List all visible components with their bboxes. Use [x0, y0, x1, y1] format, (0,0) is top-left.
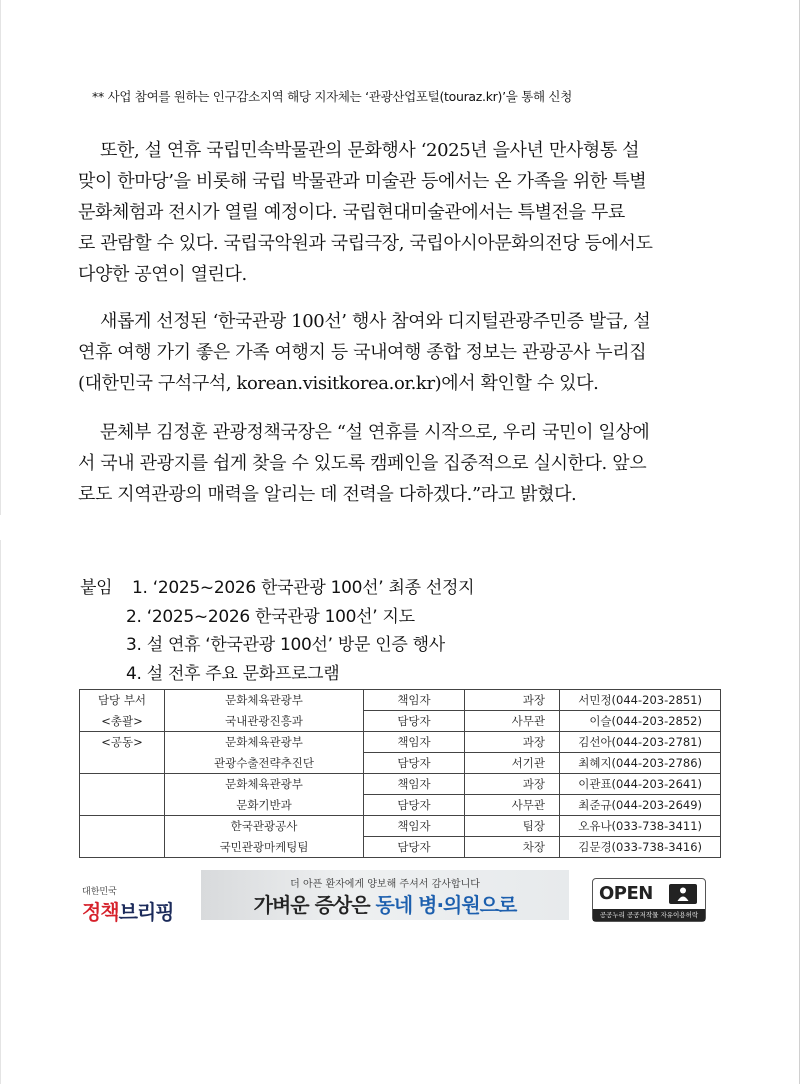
- attachment-row: [80, 631, 474, 660]
- table-row: [80, 732, 721, 753]
- attachment-row: [80, 660, 474, 689]
- org-cell: 문화체육관광부: [165, 732, 364, 753]
- table-row: [80, 837, 721, 858]
- paragraph-line: (대한민국 구석구석, korean.visitkorea.or.kr)에서 확인할 수 있다.: [78, 373, 599, 394]
- dept-cell: [80, 753, 165, 774]
- dept-cell: [80, 774, 165, 795]
- attachment-item: 4. 설 전후 주요 문화프로그램: [126, 663, 340, 684]
- attachment-item: 1. ‘2025~2026 한국관광 100선’ 최종 선정지: [132, 578, 475, 598]
- role-cell: 담당자: [364, 795, 465, 816]
- title-cell: 과장: [465, 690, 560, 711]
- org-cell: 국민관광마케팅팀: [165, 837, 364, 858]
- attachment-row: [80, 574, 474, 603]
- paragraph-line: 로도 지역관광의 매력을 알리는 데 전력을 다하겠다.”라고 밝혔다.: [78, 484, 577, 505]
- paragraph-line: 맞이 한마당’을 비롯해 국립 박물관과 미술관 등에서는 온 가족을 위한 특별: [78, 171, 647, 192]
- title-cell: 사무관: [465, 711, 560, 732]
- paragraph-culture-events: [78, 135, 723, 290]
- paragraph-line: 로 관람할 수 있다. 국립국악원과 국립극장, 국립아시아문화의전당 등에서도: [78, 233, 653, 254]
- open-wordmark: OPEN: [599, 883, 653, 904]
- table-row: [80, 774, 721, 795]
- person-cell: 김문경(033-738-3416): [560, 837, 721, 858]
- org-cell: 관광수출전략추진단: [165, 753, 364, 774]
- dept-cell: [80, 816, 165, 837]
- logo-wordmark: [82, 896, 182, 925]
- dept-cell: <총괄>: [80, 711, 165, 732]
- table-row: [80, 795, 721, 816]
- dept-cell: [80, 837, 165, 858]
- org-cell: 문화기반과: [165, 795, 364, 816]
- title-cell: 과장: [465, 774, 560, 795]
- person-cell: 이관표(044-203-2641): [560, 774, 721, 795]
- dept-cell: 담당 부서: [80, 690, 165, 711]
- org-cell: 국내관광진흥과: [165, 711, 364, 732]
- org-cell: 한국관광공사: [165, 816, 364, 837]
- banner-headline-part: 가벼운 증상은: [253, 893, 376, 917]
- paragraph-line: 문체부 김정훈 관광정책국장은 “설 연휴를 시작으로, 우리 국민이 일상에: [100, 422, 650, 443]
- attachments-label: 붙임: [80, 578, 113, 598]
- paragraph-line: 문화체험과 전시가 열릴 예정이다. 국립현대미술관에서는 특별전을 무료: [78, 202, 625, 223]
- logo-wordmark-rest: 브리핑: [118, 900, 174, 924]
- role-cell: 담당자: [364, 837, 465, 858]
- org-cell: 문화체육관광부: [165, 690, 364, 711]
- paragraph-quote: [78, 417, 723, 510]
- org-cell: 문화체육관광부: [165, 774, 364, 795]
- role-cell: 책임자: [364, 732, 465, 753]
- logo-caption: 대한민국: [82, 887, 117, 897]
- page-left-rule: [0, 0, 1, 515]
- person-cell: 최준규(044-203-2649): [560, 795, 721, 816]
- title-cell: 서기관: [465, 753, 560, 774]
- person-cell: 오유나(033-738-3411): [560, 816, 721, 837]
- role-cell: 책임자: [364, 774, 465, 795]
- dept-cell: [80, 795, 165, 816]
- table-row: [80, 753, 721, 774]
- paragraph-line: 다양한 공연이 열린다.: [78, 264, 247, 285]
- title-cell: 사무관: [465, 795, 560, 816]
- attachments-list: [80, 574, 474, 688]
- person-cell: 이슬(044-203-2852): [560, 711, 721, 732]
- paragraph-line: 또한, 설 연휴 국립민속박물관의 문화행사 ‘2025년 을사년 만사형통 설: [100, 140, 640, 161]
- role-cell: 담당자: [364, 753, 465, 774]
- attachment-row: [80, 603, 474, 632]
- open-license-caption: 공공누리 공공저작물 자유이용허락: [593, 909, 705, 921]
- table-row: [80, 690, 721, 711]
- person-cell: 김선아(044-203-2781): [560, 732, 721, 753]
- role-cell: 책임자: [364, 816, 465, 837]
- paragraph-line: 새롭게 선정된 ‘한국관광 100선’ 행사 참여와 디지털관광주민증 발급, 설: [100, 311, 651, 332]
- contacts-table: [79, 689, 721, 858]
- banner-subtitle: 더 아픈 환자에게 양보해 주셔서 감사합니다: [290, 879, 480, 890]
- role-cell: 담당자: [364, 711, 465, 732]
- person-icon: [669, 884, 697, 904]
- logo-wordmark-accent: 정책: [82, 900, 119, 924]
- banner-headline: [201, 889, 569, 918]
- role-cell: 책임자: [364, 690, 465, 711]
- kogl-open-badge[interactable]: [592, 878, 706, 922]
- banner-headline-highlight: 동네 병·의원으로: [375, 893, 517, 917]
- table-row: [80, 816, 721, 837]
- dept-cell: <공동>: [80, 732, 165, 753]
- footer: [0, 866, 800, 926]
- table-row: [80, 711, 721, 732]
- paragraph-tourism-info: [78, 306, 723, 399]
- attachment-item: 2. ‘2025~2026 한국관광 100선’ 지도: [126, 606, 415, 627]
- footnote: ** 사업 참여를 원하는 인구감소지역 해당 지자체는 ‘관광산업포털(touraz.kr)’을 통해 신청: [92, 89, 572, 104]
- policy-briefing-logo[interactable]: [82, 884, 182, 924]
- paragraph-line: 서 국내 관광지를 쉽게 찾을 수 있도록 캠페인을 집중적으로 실시한다. 앞으: [78, 453, 647, 474]
- campaign-banner[interactable]: [201, 870, 569, 920]
- person-cell: 최혜지(044-203-2786): [560, 753, 721, 774]
- paragraph-line: 연휴 여행 가기 좋은 가족 여행지 등 국내여행 종합 정보는 관광공사 누리집: [78, 342, 647, 363]
- page-left-rule-lower: [0, 540, 1, 1084]
- title-cell: 과장: [465, 732, 560, 753]
- attachment-item: 3. 설 연휴 ‘한국관광 100선’ 방문 인증 행사: [126, 635, 445, 655]
- title-cell: 차장: [465, 837, 560, 858]
- title-cell: 팀장: [465, 816, 560, 837]
- person-cell: 서민정(044-203-2851): [560, 690, 721, 711]
